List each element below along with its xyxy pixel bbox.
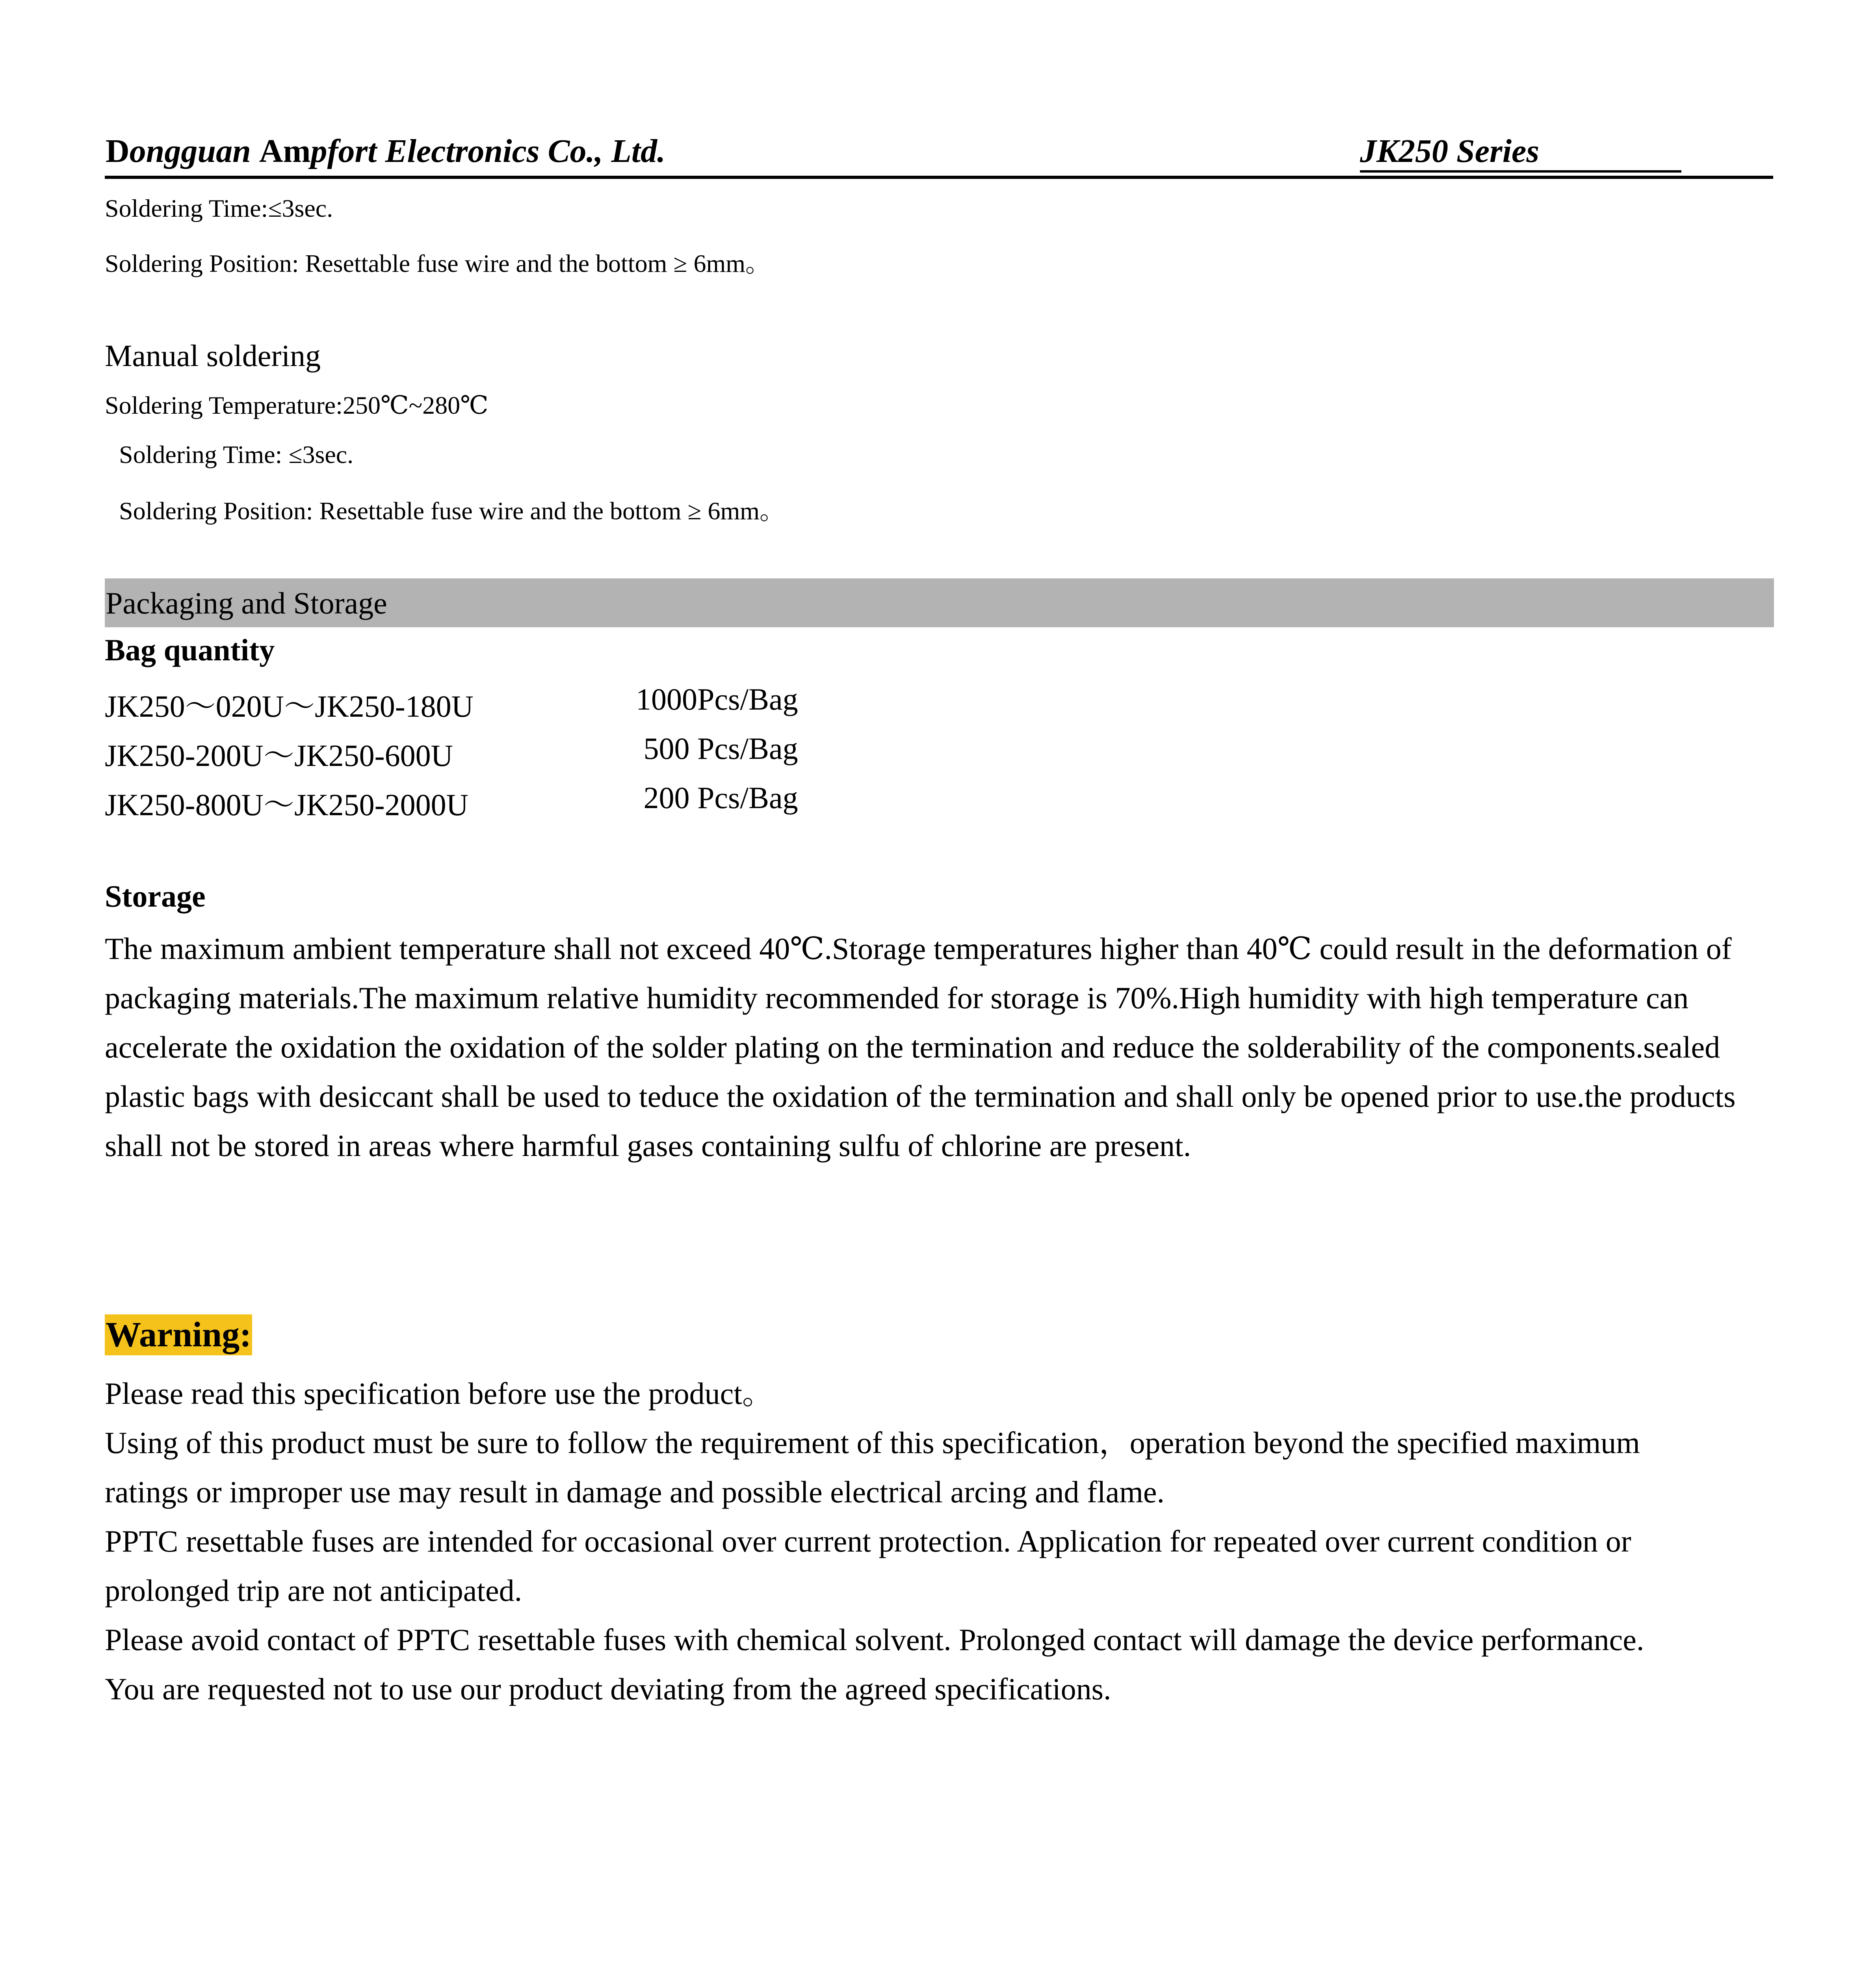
header-rule bbox=[105, 176, 1773, 179]
warning-title: Warning: bbox=[105, 1314, 252, 1355]
bag-quantity-value: 1000Pcs/Bag bbox=[636, 682, 798, 716]
header-series: JK250 Series bbox=[1360, 133, 1540, 169]
bag-quantity-model: JK250-200U～JK250-600U bbox=[105, 738, 453, 773]
warning-line: PPTC resettable fuses are intended for occasional over current protection. Application for repeated over current condition or bbox=[105, 1524, 1631, 1558]
packaging-section-header bbox=[105, 578, 1774, 627]
wave-soldering-time: Soldering Time:≤3sec. bbox=[105, 194, 333, 222]
warning-line: Please read this specification before use the product。 bbox=[105, 1376, 773, 1411]
bag-quantity-value: 200 Pcs/Bag bbox=[636, 781, 798, 815]
warning-line: Using of this product must be sure to follow the requirement of this specification，operation beyond the specified maximum bbox=[105, 1425, 1640, 1460]
manual-soldering-temperature: Soldering Temperature:250℃~280℃ bbox=[105, 391, 489, 419]
manual-soldering-position: Soldering Position: Resettable fuse wire and the bottom ≥ 6mm。 bbox=[119, 497, 785, 525]
bag-quantity-model: JK250～020U～JK250-180U bbox=[105, 689, 474, 723]
manual-soldering-time: Soldering Time: ≤3sec. bbox=[119, 440, 354, 468]
wave-soldering-position: Soldering Position: Resettable fuse wire and the bottom ≥ 6mm。 bbox=[105, 249, 771, 277]
bag-quantity-title: Bag quantity bbox=[105, 633, 275, 667]
header-company-name: Dongguan Ampfort Electronics Co., Ltd. bbox=[106, 133, 666, 169]
warning-line: prolonged trip are not anticipated. bbox=[105, 1573, 522, 1608]
warning-line: You are requested not to use our product deviating from the agreed specifications. bbox=[105, 1672, 1111, 1706]
manual-soldering-title: Manual soldering bbox=[105, 338, 321, 373]
bag-quantity-model: JK250-800U～JK250-2000U bbox=[105, 788, 468, 822]
packaging-section-title: Packaging and Storage bbox=[106, 586, 387, 620]
storage-title: Storage bbox=[105, 879, 206, 913]
warning-line: Please avoid contact of PPTC resettable fuses with chemical solvent. Prolonged contact will damage the device performance. bbox=[105, 1622, 1644, 1657]
storage-paragraph: The maximum ambient temperature shall not exceed 40℃.Storage temperatures higher than 40℃ could result in the deformation of packaging materials.The maximum relative humidity recommended for storage is 70%.High humidity with high temperature can accelerate the oxidation the oxidation of the solder plating on the termination and reduce the solderability of the components.sealed plastic bags with desiccant shall be used to teduce the oxidation of the termination and shall only be opened prior to use.the products shall not be stored in areas where harmful gases containing sulfu of chlorine are present. bbox=[105, 931, 1736, 1163]
header-series-underline bbox=[1360, 170, 1681, 173]
warning-text bbox=[105, 1369, 1799, 1714]
warning-line: ratings or improper use may result in damage and possible electrical arcing and flame. bbox=[105, 1475, 1165, 1509]
bag-quantity-value: 500 Pcs/Bag bbox=[636, 731, 798, 766]
